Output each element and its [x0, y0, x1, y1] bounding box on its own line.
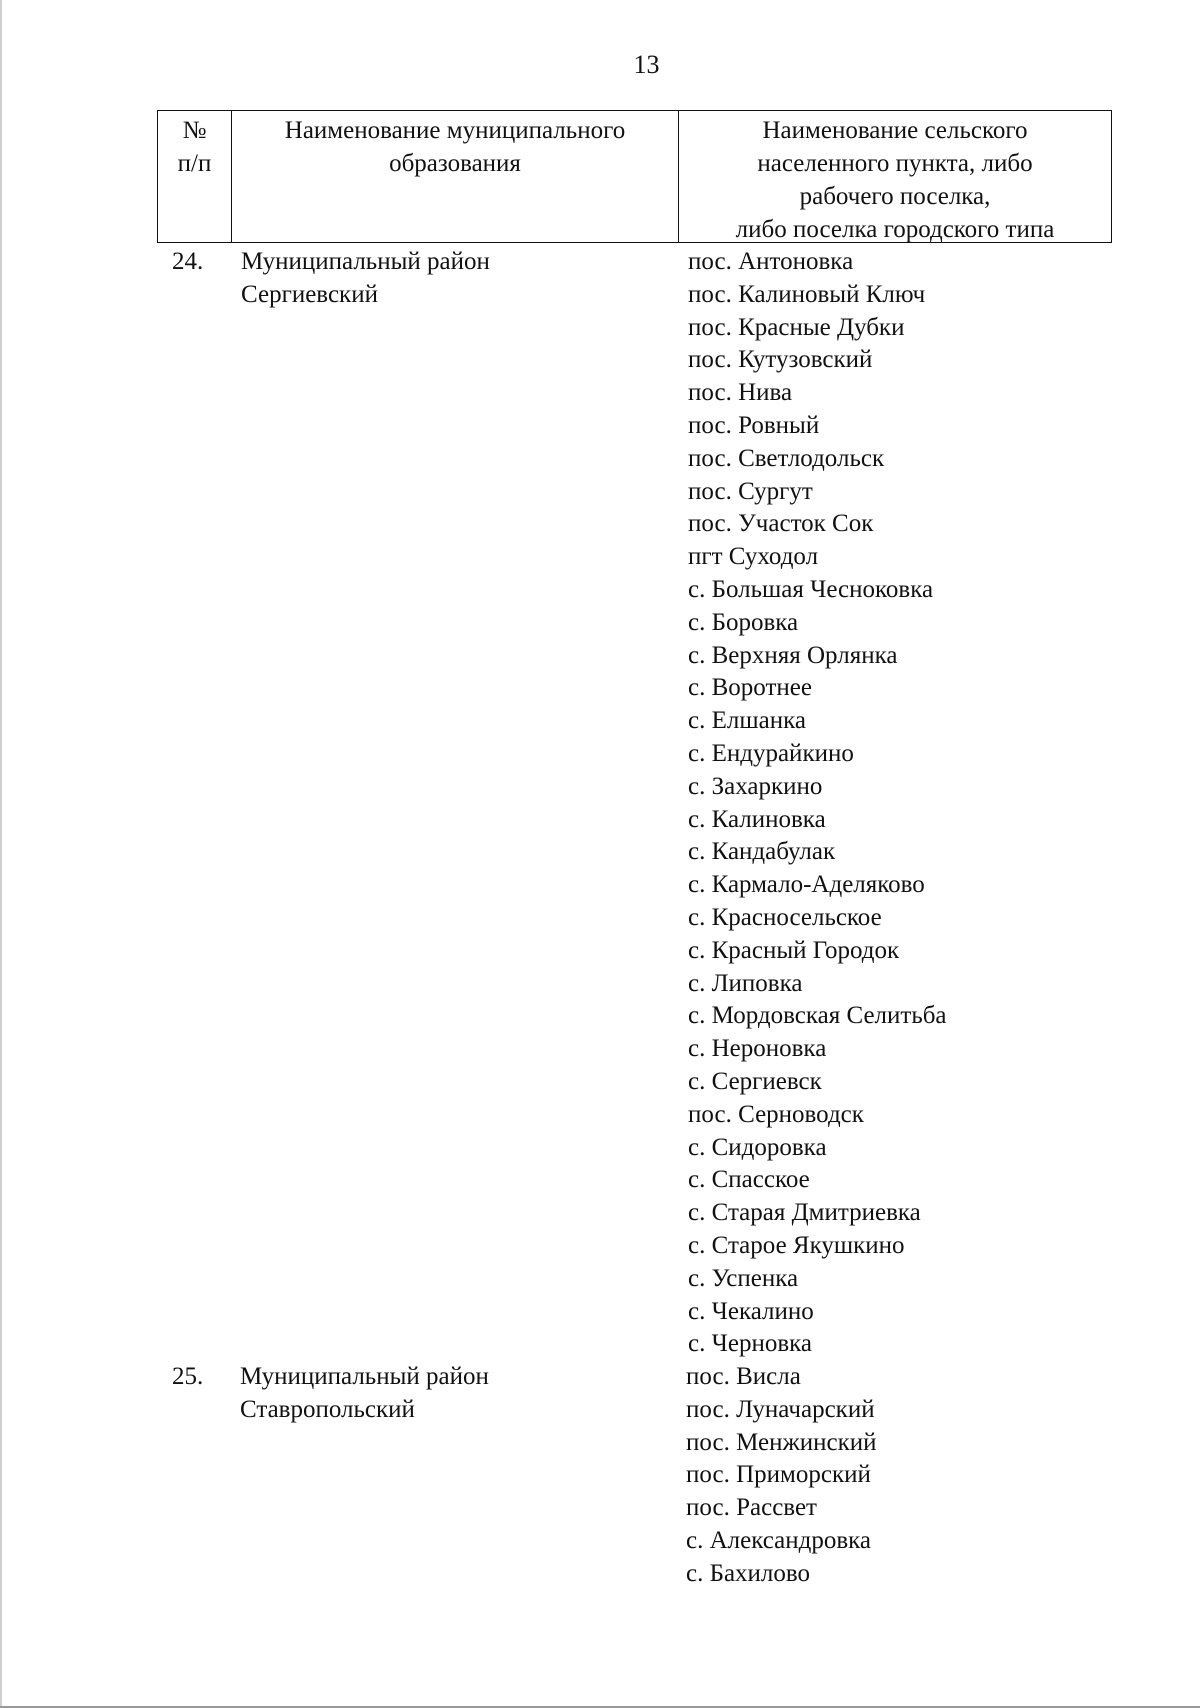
settlement-item: с. Кармало-Аделяково [688, 871, 925, 899]
settlement-item: с. Сергиевск [688, 1067, 822, 1095]
settlement-item: с. Большая Чесноковка [688, 575, 934, 603]
settlement-list [0, 246, 1200, 1361]
page-number: 13 [633, 50, 660, 79]
settlement-item: с. Калиновка [688, 805, 826, 833]
settlement-item: с. Успенка [688, 1264, 799, 1292]
settlement-item: с. Сидоровка [688, 1133, 827, 1161]
settlement-item: пос. Нива [688, 379, 793, 407]
settlement-item: с. Мордовская Селитьба [688, 1002, 947, 1030]
settlement-list [0, 1361, 1200, 1591]
header-line: Наименование муниципального [284, 117, 626, 144]
settlement-item: пос. Луначарский [686, 1395, 875, 1423]
settlement-item: с. Ендурайкино [688, 739, 854, 767]
settlement-item: с. Черновка [688, 1330, 812, 1358]
settlement-item: с. Бахилово [686, 1559, 811, 1587]
settlement-item: пос. Светлодольск [688, 444, 885, 472]
municipality-line: Муниципальный район [241, 248, 490, 275]
settlement-item: пос. Рассвет [686, 1494, 817, 1522]
settlement-item: с. Липовка [688, 969, 803, 997]
settlement-item: пос. Ровный [688, 411, 820, 439]
settlement-item: пос. Калиновый Ключ [688, 280, 926, 308]
municipality-name [240, 1361, 489, 1427]
settlement-item: с. Красносельское [688, 903, 882, 931]
settlement-item: пос. Красные Дубки [688, 313, 905, 341]
settlement-item: с. Воротнее [688, 674, 812, 702]
header-line: либо поселка городского типа [735, 216, 1055, 243]
settlement-item: пос. Антоновка [688, 248, 854, 275]
settlement-item: с. Верхняя Орлянка [688, 641, 898, 669]
settlement-item: пос. Сургут [688, 477, 813, 505]
header-line: п/п [177, 150, 212, 177]
table-row [0, 246, 1200, 1361]
header-line: рабочего поселка, [799, 183, 991, 210]
settlement-item: с. Красный Городок [688, 936, 900, 964]
settlement-item: пгт Суходол [688, 543, 819, 571]
header-col-municipality [232, 111, 679, 242]
settlement-item: с. Спасское [688, 1166, 810, 1194]
header-line: Наименование сельского [762, 117, 1028, 144]
municipality-line: Ставропольский [240, 1395, 415, 1423]
municipality-line: Муниципальный район [240, 1363, 489, 1391]
settlement-item: с. Старое Якушкино [688, 1231, 905, 1259]
header-line: № [182, 117, 207, 144]
settlement-item: пос. Серноводск [688, 1100, 864, 1128]
header-line: образования [389, 150, 521, 177]
settlement-item: пос. Приморский [686, 1461, 871, 1489]
table-row [0, 1361, 1200, 1591]
settlement-item: с. Боровка [688, 608, 799, 636]
settlement-item: пос. Висла [686, 1363, 801, 1391]
settlement-item: пос. Кутузовский [688, 346, 873, 374]
header-line: населенного пункта, либо [757, 150, 1033, 177]
settlement-item: с. Александровка [686, 1527, 872, 1555]
table-header [157, 110, 1112, 243]
municipality-name [241, 246, 490, 312]
settlement-item: с. Захаркино [688, 772, 823, 800]
scan-bottom-line [0, 1706, 1200, 1708]
settlement-item: с. Нероновка [688, 1035, 827, 1063]
settlement-item: с. Кандабулак [688, 838, 836, 866]
row-number: 24. [172, 248, 204, 275]
header-col-number [158, 111, 232, 242]
settlement-item: с. Старая Дмитриевка [688, 1199, 921, 1227]
row-number: 25. [172, 1363, 204, 1391]
settlement-item: пос. Участок Сок [688, 510, 874, 538]
header-col-settlement [679, 111, 1111, 242]
municipality-line: Сергиевский [241, 280, 378, 308]
settlement-item: с. Елшанка [688, 707, 806, 735]
table-body [0, 246, 1200, 1591]
settlement-item: пос. Менжинский [686, 1428, 877, 1456]
settlement-item: с. Чекалино [688, 1297, 814, 1325]
